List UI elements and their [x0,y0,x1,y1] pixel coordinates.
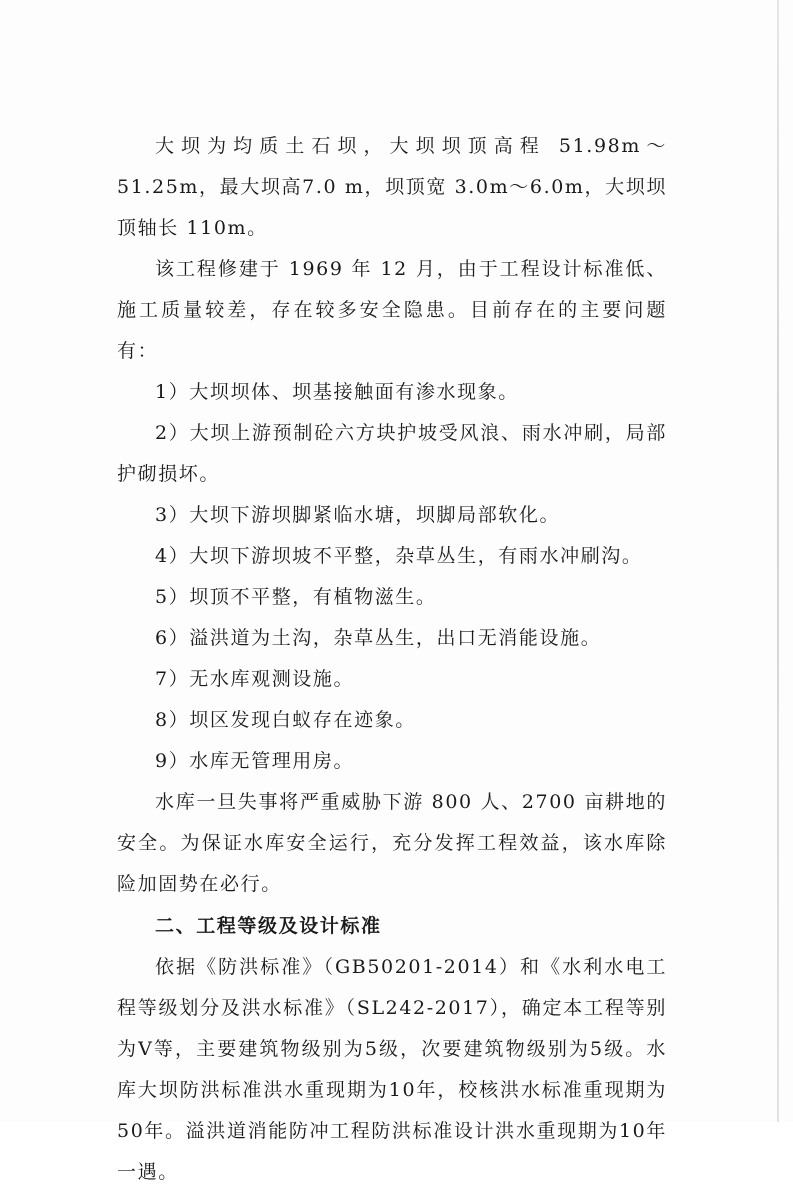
problem-item: 3）大坝下游坝脚紧临水塘，坝脚局部软化。 [155,504,561,526]
problem-list [117,372,667,782]
scan-edge-line [777,0,779,1122]
project-history-paragraph: 该工程修建于 1969 年 12 月，由于工程设计标准低、施工质量较差，存在较多安全隐患。目前存在的主要问题有： [117,258,667,362]
problem-item: 9）水库无管理用房。 [155,750,355,772]
problem-item: 5）坝顶不平整，有植物滋生。 [155,586,437,608]
conclusion-paragraph: 水库一旦失事将严重威胁下游 800 人、2700 亩耕地的安全。为保证水库安全运行，充分发挥工程效益，该水库除险加固势在必行。 [117,791,667,895]
problem-item: 4）大坝下游坝坡不平整，杂草丛生，有雨水冲刷沟。 [155,545,643,567]
problem-item: 1）大坝坝体、坝基接触面有渗水现象。 [155,381,519,403]
problem-item: 6）溢洪道为土沟，杂草丛生，出口无消能设施。 [155,627,602,649]
problem-item: 2）大坝上游预制砼六方块护坡受风浪、雨水冲刷，局部护砌损坏。 [117,422,667,485]
dam-description-paragraph: 大坝为均质土石坝，大坝坝顶高程 51.98m～51.25m，最大坝高7.0 m，坝顶宽 3.0m～6.0m，大坝坝顶轴长 110m。 [117,135,667,239]
design-standard-paragraph: 依据《防洪标准》（GB50201-2014）和《水利水电工程等级划分及洪水标准》（SL242-2017），确定本工程等别为Ⅴ等，主要建筑物级别为5级，次要建筑物级别为5级。水库大坝防洪标准洪水重现期为10年，校核洪水标准重现期为50年。溢洪道消能防冲工程防洪标准设计洪水重现期为10年一遇。 [117,956,667,1183]
document-body [117,126,667,1193]
section-heading: 二、工程等级及设计标准 [155,915,382,937]
problem-item: 7）无水库观测设施。 [155,668,355,690]
problem-item: 8）坝区发现白蚁存在迹象。 [155,709,416,731]
